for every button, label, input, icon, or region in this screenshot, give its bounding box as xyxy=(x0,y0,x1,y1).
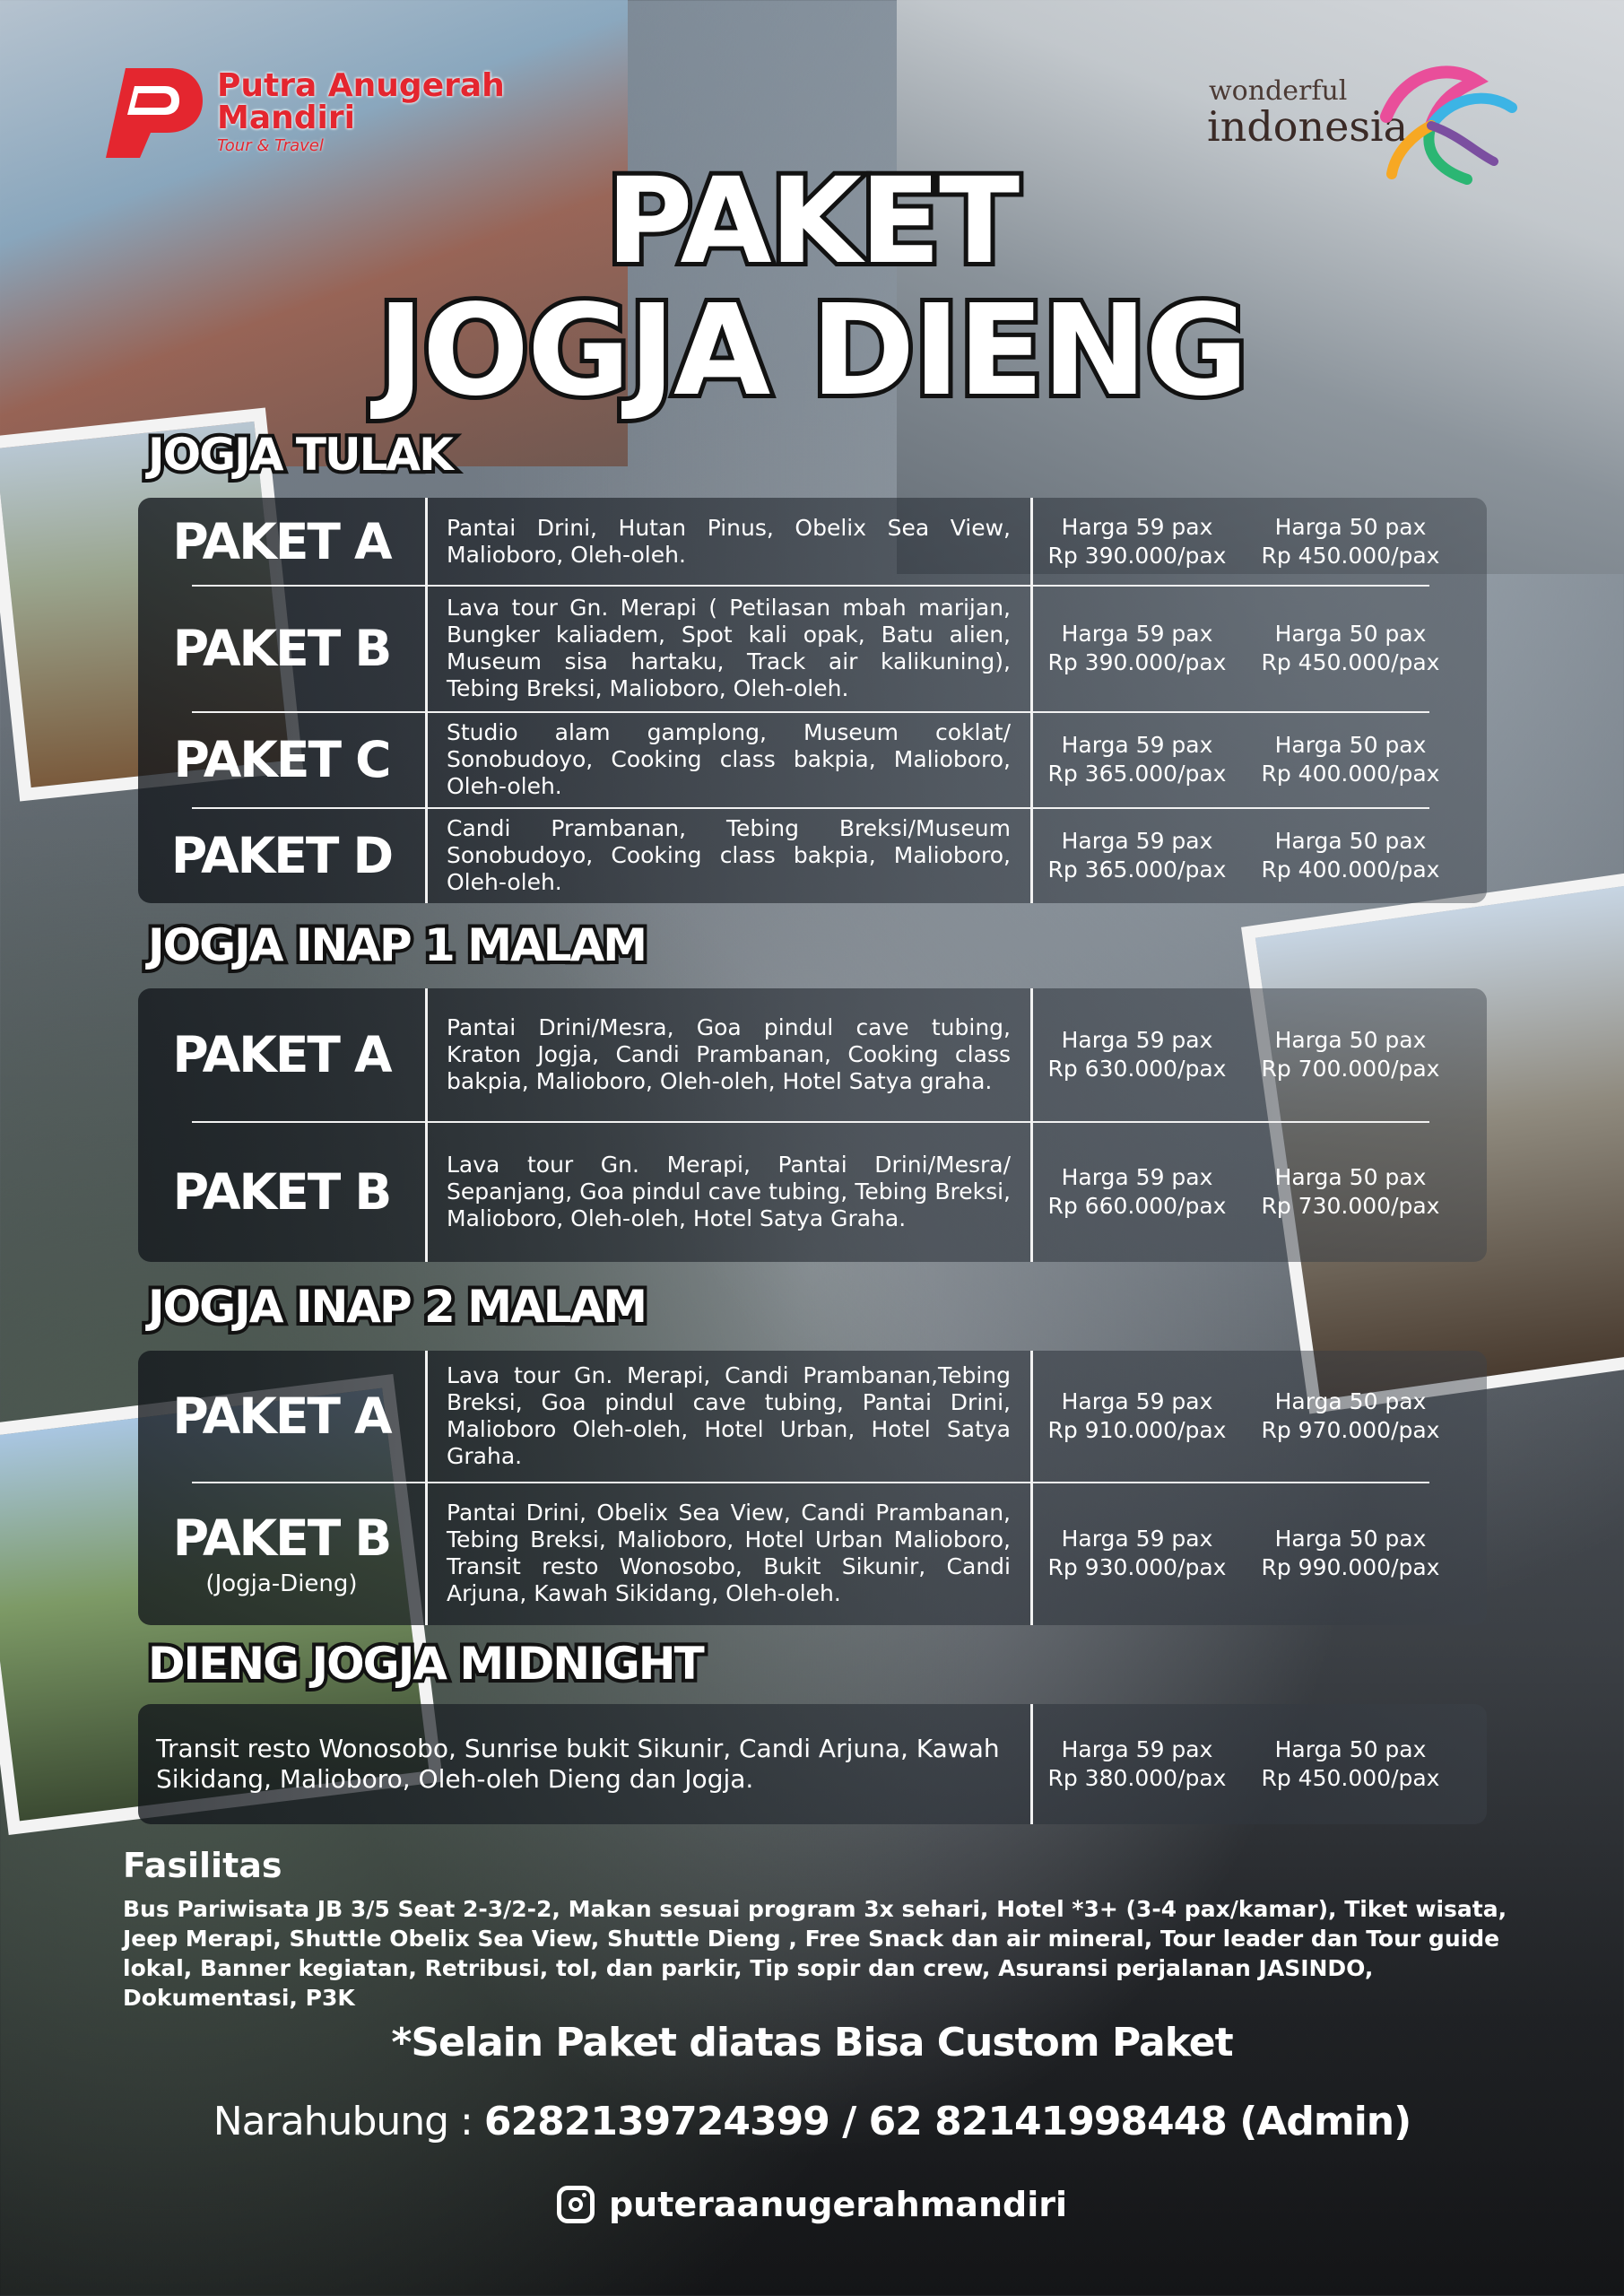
brand-name-line2: Mandiri xyxy=(217,100,355,136)
table-dieng-jogja-midnight xyxy=(138,1704,1487,1824)
section-title-jogja-tulak: JOGJA TULAK xyxy=(148,429,452,481)
price-50-label: Harga 50 pax xyxy=(1274,1027,1427,1053)
brand-logo-icon xyxy=(99,63,204,161)
title-line2: JOGJA DIENG xyxy=(377,278,1247,424)
price-59-value: Rp 390.000/pax xyxy=(1047,542,1227,569)
instagram-handle[interactable]: puteraanugerahmandiri xyxy=(608,2185,1067,2224)
price-59-value: Rp 660.000/pax xyxy=(1047,1192,1227,1219)
price-59-label: Harga 59 pax xyxy=(1061,731,1213,758)
table-row xyxy=(138,711,1487,807)
price-50-label: Harga 50 pax xyxy=(1274,827,1427,854)
section-title-jogja-inap-1-malam: JOGJA INAP 1 MALAM xyxy=(148,919,647,971)
instagram-link[interactable] xyxy=(0,2185,1624,2224)
contact-line xyxy=(0,2099,1624,2144)
package-name: PAKET B xyxy=(172,1509,391,1567)
price-59-label: Harga 59 pax xyxy=(1061,513,1213,540)
price-59-label: Harga 59 pax xyxy=(1061,827,1213,854)
price-50-label: Harga 50 pax xyxy=(1274,731,1427,758)
table-jogja-inap-1-malam xyxy=(138,988,1487,1262)
price-50-value: Rp 450.000/pax xyxy=(1261,1765,1440,1791)
package-name: PAKET B xyxy=(172,1162,391,1221)
package-description: Studio alam gamplong, Museum coklat/ Sonobudoyo, Cooking class bakpia, Malioboro, Oleh-oleh. xyxy=(447,718,1011,799)
price-59-value: Rp 365.000/pax xyxy=(1047,856,1227,883)
fasilitas-title: Fasilitas xyxy=(123,1846,282,1885)
package-description: Pantai Drini, Hutan Pinus, Obelix Sea View, Malioboro, Oleh-oleh. xyxy=(447,514,1011,568)
package-description: Lava tour Gn. Merapi, Candi Prambanan,Tebing Breksi, Goa pindul cave tubing, Pantai Drini, Malioboro Oleh-oleh, Hotel Urban, Hotel Satya Graha. xyxy=(447,1362,1011,1469)
package-name: PAKET D xyxy=(170,826,393,884)
table-jogja-tulak xyxy=(138,498,1487,903)
price-59-label: Harga 59 pax xyxy=(1061,620,1213,647)
partner-logo-line2: indonesia xyxy=(1207,102,1409,151)
price-59-value: Rp 390.000/pax xyxy=(1047,648,1227,675)
price-50-value: Rp 400.000/pax xyxy=(1261,856,1440,883)
price-59-label: Harga 59 pax xyxy=(1061,1526,1213,1552)
price-59-label: Harga 59 pax xyxy=(1061,1736,1213,1762)
brand-tagline: Tour & Travel xyxy=(217,136,324,155)
table-jogja-inap-2-malam xyxy=(138,1351,1487,1625)
contact-numbers[interactable]: 6282139724399 / 62 82141998448 (Admin) xyxy=(483,2099,1411,2144)
price-50-value: Rp 450.000/pax xyxy=(1261,542,1440,569)
price-50-label: Harga 50 pax xyxy=(1274,1388,1427,1414)
price-59-value: Rp 910.000/pax xyxy=(1047,1417,1227,1443)
brand-logo xyxy=(99,63,505,161)
price-50-value: Rp 970.000/pax xyxy=(1261,1417,1440,1443)
table-row xyxy=(138,1482,1487,1625)
package-description: Pantai Drini/Mesra, Goa pindul cave tubing, Kraton Jogja, Candi Prambanan, Cooking class bakpia, Malioboro, Oleh-oleh, Hotel Satya graha. xyxy=(447,1014,1011,1094)
price-59-value: Rp 380.000/pax xyxy=(1047,1765,1227,1791)
price-59-label: Harga 59 pax xyxy=(1061,1027,1213,1053)
price-50-value: Rp 990.000/pax xyxy=(1261,1554,1440,1580)
price-59-value: Rp 630.000/pax xyxy=(1047,1056,1227,1082)
table-row xyxy=(138,807,1487,903)
contact-label: Narahubung : xyxy=(213,2099,484,2144)
price-50-label: Harga 50 pax xyxy=(1274,1526,1427,1552)
table-row xyxy=(138,585,1487,711)
package-description: Pantai Drini, Obelix Sea View, Candi Prambanan, Tebing Breksi, Malioboro, Hotel Urban Malioboro, Transit resto Wonosobo, Bukit Sikunir, Candi Arjuna, Kawah Sikidang, Oleh-oleh. xyxy=(447,1500,1011,1606)
price-50-value: Rp 700.000/pax xyxy=(1261,1056,1440,1082)
price-50-label: Harga 50 pax xyxy=(1274,1163,1427,1190)
package-name: PAKET A xyxy=(172,1387,391,1445)
price-59-label: Harga 59 pax xyxy=(1061,1388,1213,1414)
title-line1: PAKET xyxy=(605,152,1019,291)
table-row xyxy=(138,988,1487,1121)
custom-package-note: *Selain Paket diatas Bisa Custom Paket xyxy=(391,2020,1233,2066)
table-row xyxy=(138,1704,1487,1824)
package-subtitle: (Jogja-Dieng) xyxy=(205,1570,358,1597)
section-title-jogja-inap-2-malam: JOGJA INAP 2 MALAM xyxy=(148,1281,647,1333)
table-row xyxy=(138,1121,1487,1262)
package-name: PAKET A xyxy=(172,512,391,570)
price-50-label: Harga 50 pax xyxy=(1274,620,1427,647)
package-name: PAKET B xyxy=(172,619,391,677)
package-description: Lava tour Gn. Merapi ( Petilasan mbah marijan, Bungker kaliadem, Spot kali opak, Batu alien, Museum sisa hartaku, Track air kalikuning), Tebing Breksi, Malioboro, Oleh-oleh. xyxy=(447,594,1011,701)
package-description: Transit resto Wonosobo, Sunrise bukit Sikunir, Candi Arjuna, Kawah Sikidang, Malioboro, Oleh-oleh Dieng dan Jogja. xyxy=(156,1734,1000,1794)
price-50-value: Rp 400.000/pax xyxy=(1261,760,1440,787)
price-50-label: Harga 50 pax xyxy=(1274,1736,1427,1762)
package-name: PAKET C xyxy=(173,730,390,788)
price-59-value: Rp 930.000/pax xyxy=(1047,1554,1227,1580)
package-name: PAKET A xyxy=(172,1026,391,1083)
price-50-value: Rp 730.000/pax xyxy=(1261,1192,1440,1219)
package-description: Candi Prambanan, Tebing Breksi/Museum Sonobudoyo, Cooking class bakpia, Malioboro, Oleh-oleh. xyxy=(447,814,1011,895)
instagram-icon xyxy=(557,2186,595,2223)
brand-name-line1: Putra Anugerah xyxy=(217,67,505,104)
package-description: Lava tour Gn. Merapi, Pantai Drini/Mesra/ Sepanjang, Goa pindul cave tubing, Tebing Breksi, Malioboro, Oleh-oleh, Hotel Satya Graha. xyxy=(447,1151,1011,1231)
partner-logo-line1: wonderful xyxy=(1209,75,1348,107)
fasilitas-text: Bus Pariwisata JB 3/5 Seat 2-3/2-2, Makan sesuai program 3x sehari, Hotel *3+ (3-4 pax/kamar), Tiket wisata, Jeep Merapi, Shuttle Obelix Sea View, Shuttle Dieng , Free Snack dan air mineral, Tour leader dan Tour guide lokal, Banner kegiatan, Retribusi, tol, dan parkir, Tip sopir dan crew, Asuransi perjalanan JASINDO, Dokumentasi, P3K xyxy=(123,1896,1507,2011)
price-50-value: Rp 450.000/pax xyxy=(1261,648,1440,675)
price-59-value: Rp 365.000/pax xyxy=(1047,760,1227,787)
table-row xyxy=(138,498,1487,585)
section-title-dieng-jogja-midnight: DIENG JOGJA MIDNIGHT xyxy=(148,1638,703,1690)
price-59-label: Harga 59 pax xyxy=(1061,1163,1213,1190)
price-50-label: Harga 50 pax xyxy=(1274,513,1427,540)
table-row xyxy=(138,1351,1487,1482)
